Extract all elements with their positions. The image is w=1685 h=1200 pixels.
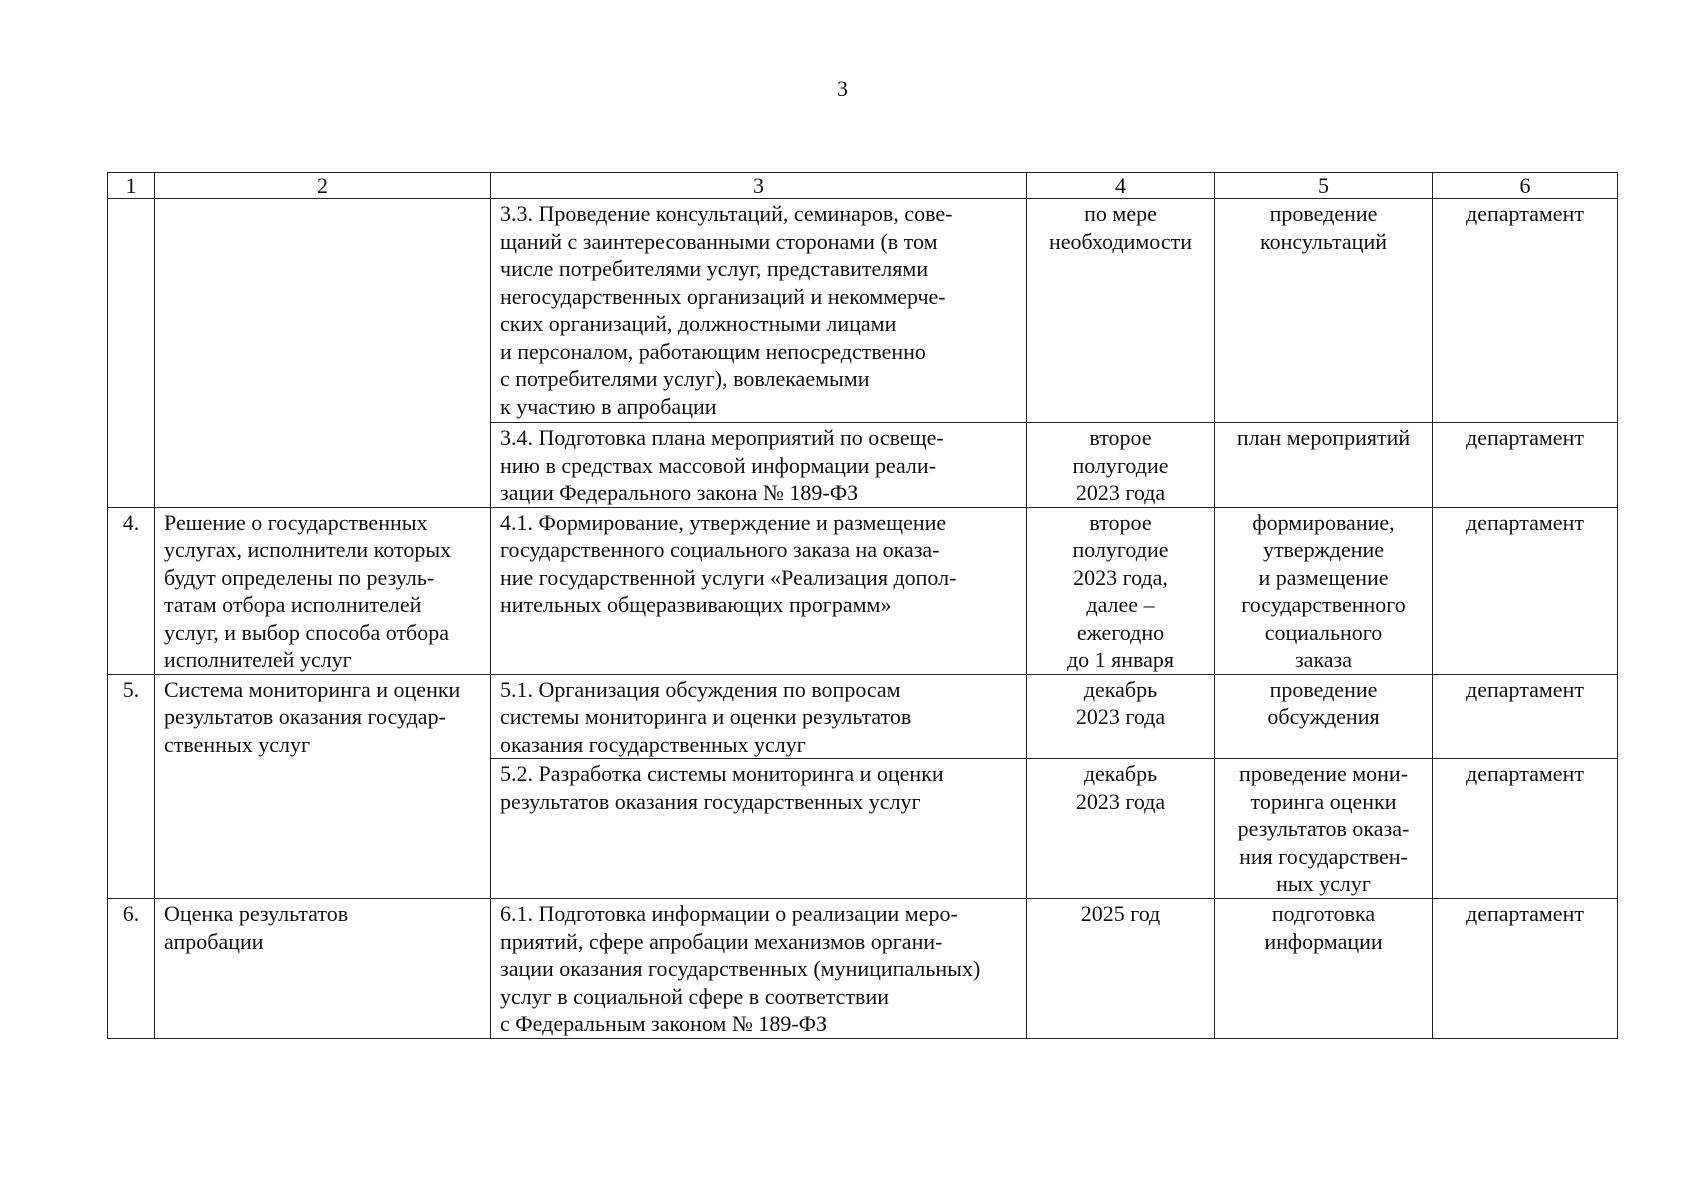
result-cell (1215, 674, 1433, 759)
text-line: полугодие (1072, 452, 1169, 478)
result-cell (1215, 899, 1433, 1039)
text-line: ежегодно (1076, 619, 1165, 645)
text-line: с Федеральным законом № 189-ФЗ (500, 1011, 828, 1036)
stage-cell (155, 674, 491, 899)
text-line: 6.1. Подготовка информации о реализации меро- (500, 901, 958, 926)
text-line: торинга оценки (1250, 788, 1397, 814)
text-line: 4.1. Формирование, утверждение и размещение (500, 509, 947, 535)
responsible-cell: департамент (1433, 507, 1618, 674)
text-line: консультаций (1260, 228, 1387, 254)
text-line: 2023 года (1075, 788, 1166, 814)
text-line: второе (1089, 509, 1152, 535)
text-line: подготовка (1271, 901, 1376, 926)
text-line: ских организаций, должностными лицами (500, 311, 897, 336)
text-line: исполнителей услуг (164, 647, 352, 672)
text-line: полугодие (1072, 537, 1169, 562)
text-line: формирование, (1252, 509, 1395, 535)
text-line: результатов оказа- (1237, 816, 1410, 841)
text-line: услугах, исполнители которых (164, 537, 452, 562)
responsible-cell: департамент (1433, 674, 1618, 759)
text-line: до 1 января (1066, 647, 1175, 672)
text-line: государственного (1241, 592, 1406, 617)
table-row (108, 507, 1618, 674)
text-line: оказания государственных услуг (500, 731, 806, 757)
text-line: с потребителями услуг), вовлекаемыми (500, 366, 870, 391)
text-line: к участию в апробации (500, 393, 717, 419)
text-line: социального (1264, 619, 1383, 645)
term-cell (1027, 423, 1215, 508)
text-line: проведение мони- (1238, 761, 1409, 786)
text-line: и персоналом, работающим непосредственно (500, 338, 926, 364)
header-row (108, 173, 1618, 199)
text-line: зации оказания государственных (муниципальных) (500, 956, 981, 981)
responsible-cell: департамент (1433, 759, 1618, 899)
activity-cell (491, 674, 1027, 759)
number-cell (108, 199, 155, 508)
text-line: ния государствен- (1239, 843, 1408, 869)
text-line: Система мониторинга и оценки (164, 676, 461, 702)
text-line: 3.4. Подготовка плана мероприятий по освеще- (500, 425, 944, 450)
text-line: второе (1089, 425, 1152, 450)
text-line: Решение о государственных (164, 509, 428, 535)
text-line: 5.1. Организация обсуждения по вопросам (500, 676, 901, 702)
text-line: ственных услуг (164, 731, 310, 757)
text-line: Оценка результатов (164, 901, 349, 926)
text-line: будут определены по резуль- (164, 564, 435, 590)
text-line: татам отбора исполнителей (164, 592, 422, 617)
header-cell: 1 (108, 173, 155, 199)
activity-cell (491, 899, 1027, 1039)
text-line: ных услуг (1276, 871, 1371, 896)
stage-cell (155, 199, 491, 508)
stage-cell (155, 899, 491, 1039)
header-cell: 3 (491, 173, 1027, 199)
result-cell (1215, 199, 1433, 423)
responsible-cell: департамент (1433, 423, 1618, 508)
responsible-cell: департамент (1433, 199, 1618, 423)
responsible-cell: департамент (1433, 899, 1618, 1039)
activity-cell (491, 423, 1027, 508)
plan-table (107, 172, 1618, 1039)
number-cell: 4. (108, 507, 155, 674)
text-line: заказа (1294, 647, 1353, 672)
text-line: проведение (1269, 676, 1378, 702)
text-line: 2025 год (1080, 901, 1161, 926)
activity-cell (491, 199, 1027, 423)
result-cell (1215, 759, 1433, 899)
text-line: результатов оказания государственных услуг (500, 788, 921, 814)
text-line: проведение (1269, 201, 1378, 226)
header-cell: 4 (1027, 173, 1215, 199)
text-line: 2023 года (1075, 704, 1166, 729)
text-line: информации (1264, 928, 1383, 954)
page-number: 3 (837, 76, 848, 101)
term-cell (1027, 899, 1215, 1039)
text-line: утверждение (1262, 537, 1385, 562)
text-line: государственного социального заказа на оказа- (500, 537, 940, 562)
text-line: далее – (1086, 592, 1155, 617)
text-line: зации Федерального закона № 189-ФЗ (500, 480, 859, 505)
activity-cell (491, 759, 1027, 899)
term-cell (1027, 199, 1215, 423)
term-cell (1027, 759, 1215, 899)
header-cell: 5 (1215, 173, 1433, 199)
table-row (108, 899, 1618, 1039)
number-cell: 6. (108, 899, 155, 1039)
text-line: план мероприятий (1236, 425, 1411, 450)
text-line: услуг в социальной сфере в соответствии (500, 983, 889, 1009)
stage-cell (155, 507, 491, 674)
text-line: 5.2. Разработка системы мониторинга и оценки (500, 761, 944, 786)
text-line: по мере (1084, 201, 1157, 226)
text-line: числе потребителями услуг, представителями (500, 256, 929, 281)
text-line: 3.3. Проведение консультаций, семинаров, сове- (500, 201, 953, 226)
term-cell (1027, 674, 1215, 759)
result-cell (1215, 423, 1433, 508)
text-line: результатов оказания государ- (164, 704, 446, 729)
text-line: нительных общеразвивающих программ» (500, 592, 892, 617)
text-line: приятий, сфере апробации механизмов органи- (500, 928, 943, 954)
text-line: ние государственной услуги «Реализация допол- (500, 564, 957, 590)
text-line: услуг, и выбор способа отбора (164, 619, 450, 645)
header-cell: 2 (155, 173, 491, 199)
text-line: 2023 года, (1073, 564, 1168, 590)
text-line: системы мониторинга и оценки результатов (500, 704, 912, 729)
text-line: щаний с заинтересованными сторонами (в том (500, 228, 938, 254)
text-line: апробации (164, 928, 264, 954)
term-cell (1027, 507, 1215, 674)
header-cell: 6 (1433, 173, 1618, 199)
text-line: негосударственных организаций и некоммерче- (500, 283, 946, 309)
text-line: обсуждения (1267, 704, 1380, 729)
text-line: декабрь (1083, 676, 1158, 702)
text-line: и размещение (1258, 564, 1389, 590)
result-cell (1215, 507, 1433, 674)
text-line: 2023 года (1075, 480, 1166, 505)
activity-cell (491, 507, 1027, 674)
number-cell: 5. (108, 674, 155, 899)
table-row (108, 674, 1618, 759)
text-line: декабрь (1083, 761, 1158, 786)
table-row (108, 199, 1618, 423)
text-line: нию в средствах массовой информации реали- (500, 452, 937, 478)
text-line: необходимости (1048, 228, 1192, 254)
